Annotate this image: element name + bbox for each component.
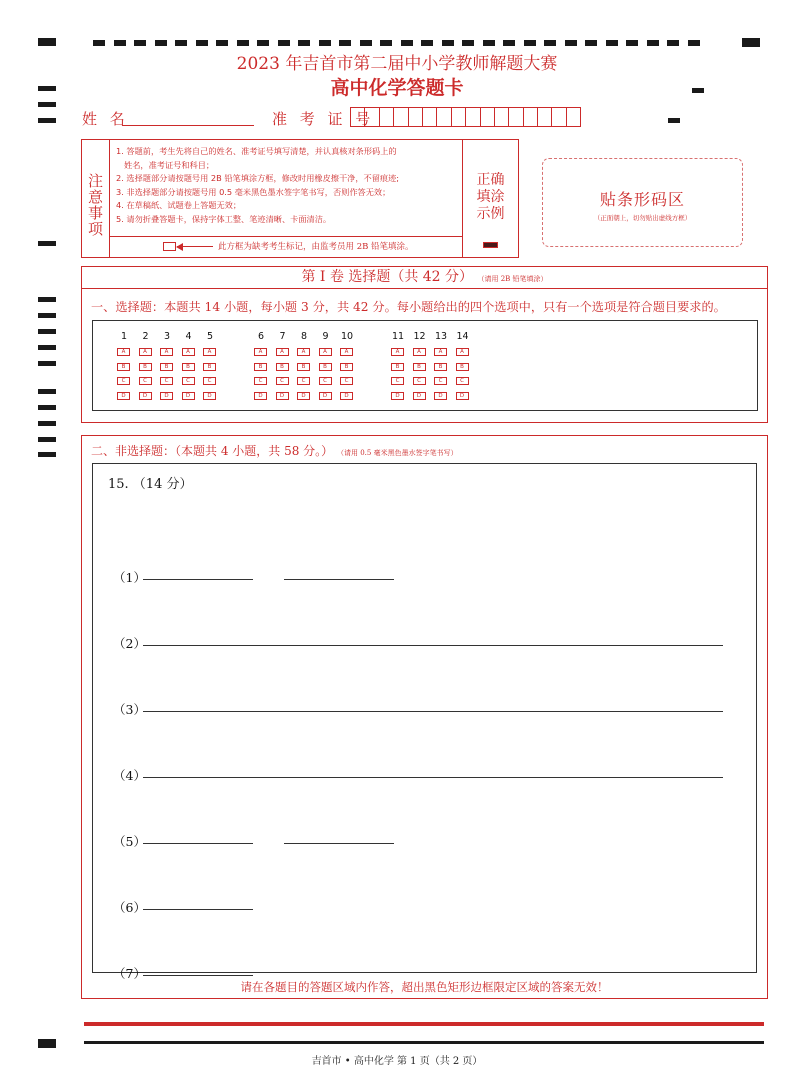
answer-area-warning: 请在各题目的答题区域内作答，超出黑色矩形边框限定区域的答案无效！: [240, 980, 609, 994]
timing-mark: [38, 297, 56, 302]
option-bubble-12-A[interactable]: A: [413, 348, 426, 356]
timing-mark: [38, 329, 56, 334]
timing-mark: [38, 437, 56, 442]
timing-dash: [155, 40, 167, 46]
option-bubble-4-D[interactable]: D: [182, 392, 195, 400]
timing-mark: [38, 345, 56, 350]
section-choice: [81, 266, 768, 423]
notice-box: [81, 139, 463, 258]
option-bubble-3-A[interactable]: A: [160, 348, 173, 356]
option-bubble-9-B[interactable]: B: [319, 363, 332, 371]
exam-id-digit-box[interactable]: [465, 107, 480, 127]
question-number: 9: [322, 331, 329, 342]
timing-dash: [216, 40, 228, 46]
question-15-label: 15. （14 分）: [108, 477, 193, 492]
question-number: 6: [257, 331, 265, 342]
answer-line[interactable]: [143, 711, 723, 712]
option-bubble-12-C[interactable]: C: [413, 377, 426, 385]
option-bubble-13-B[interactable]: B: [434, 363, 447, 371]
option-bubble-7-A[interactable]: A: [276, 348, 289, 356]
timing-mark: [38, 389, 56, 394]
timing-dash: [626, 40, 638, 46]
option-bubble-1-B[interactable]: B: [117, 363, 130, 371]
answer-line[interactable]: [143, 843, 253, 844]
timing-dash: [278, 40, 290, 46]
option-bubble-11-B[interactable]: B: [391, 363, 404, 371]
timing-dash: [237, 40, 249, 46]
timing-dash: [483, 40, 495, 46]
option-bubble-9-D[interactable]: D: [319, 392, 332, 400]
question-number: 11: [391, 331, 405, 342]
answer-line[interactable]: [143, 579, 253, 580]
exam-id-digit-box[interactable]: [451, 107, 466, 127]
option-bubble-5-A[interactable]: A: [203, 348, 216, 356]
question-number: 8: [300, 331, 308, 342]
option-bubble-6-D[interactable]: D: [254, 392, 267, 400]
sub-question-label: （5）: [113, 834, 146, 849]
option-bubble-4-A[interactable]: A: [182, 348, 195, 356]
option-bubble-3-C[interactable]: C: [160, 377, 173, 385]
option-bubble-14-B[interactable]: B: [456, 363, 469, 371]
option-bubble-6-C[interactable]: C: [254, 377, 267, 385]
option-bubble-13-A[interactable]: A: [434, 348, 447, 356]
option-bubble-5-C[interactable]: C: [203, 377, 216, 385]
option-bubble-1-C[interactable]: C: [117, 377, 130, 385]
timing-dash: [134, 40, 146, 46]
exam-id-label: 准 考 证 号: [272, 110, 375, 128]
notice-side-label: [82, 140, 110, 257]
timing-dash: [565, 40, 577, 46]
timing-dash: [175, 40, 187, 46]
answer-line[interactable]: [143, 975, 253, 976]
timing-mark: [38, 421, 56, 426]
question-number: 4: [185, 331, 192, 342]
timing-mark: [38, 361, 56, 366]
timing-dash: [524, 40, 536, 46]
timing-dash: [585, 40, 597, 46]
timing-dash: [298, 40, 310, 46]
option-bubble-3-B[interactable]: B: [160, 363, 173, 371]
name-label: 姓 名: [82, 110, 129, 128]
exam-id-digit-box[interactable]: [480, 107, 495, 127]
option-bubble-14-C[interactable]: C: [456, 377, 469, 385]
name-field[interactable]: [122, 125, 254, 126]
timing-dash: [503, 40, 515, 46]
option-bubble-9-A[interactable]: A: [319, 348, 332, 356]
option-bubble-5-B[interactable]: B: [203, 363, 216, 371]
option-bubble-13-C[interactable]: C: [434, 377, 447, 385]
question-number: 5: [206, 331, 214, 342]
barcode-area: [542, 158, 743, 247]
correct-example-label: [463, 172, 518, 223]
absent-checkbox[interactable]: [163, 242, 176, 251]
option-bubble-7-D[interactable]: D: [276, 392, 289, 400]
question-number: 14: [456, 331, 469, 342]
exam-id-digit-box[interactable]: [436, 107, 451, 127]
option-bubble-10-B[interactable]: B: [340, 363, 353, 371]
option-bubble-11-A[interactable]: A: [391, 348, 404, 356]
notice-side-char: 意: [87, 188, 103, 206]
question-number: 1: [120, 331, 128, 342]
timing-dash: [114, 40, 126, 46]
timing-dash: [667, 40, 679, 46]
sub-question-label: （6）: [113, 900, 146, 915]
section-choice-note: （请用 2B 铅笔填涂）: [477, 275, 548, 283]
question-number: 2: [142, 331, 149, 342]
option-bubble-13-D[interactable]: D: [434, 392, 447, 400]
question-number: 3: [163, 331, 171, 342]
exam-id-digit-box[interactable]: [408, 107, 423, 127]
timing-dash: [257, 40, 269, 46]
timing-mark: [38, 313, 56, 318]
section-choice-title: 第 I 卷 选择题（共 42 分）: [301, 269, 474, 285]
correct-example-line: 示例: [476, 206, 505, 222]
question-number: 10: [340, 331, 354, 342]
sub-question-label: （1）: [113, 570, 146, 585]
question-number: 7: [279, 331, 286, 342]
timing-mark: [38, 241, 56, 246]
timing-mark: [38, 405, 56, 410]
notice-item: 5. 请勿折叠答题卡，保持字体工整、笔迹清晰、卡面清洁。: [116, 213, 332, 224]
option-bubble-5-D[interactable]: D: [203, 392, 216, 400]
timing-dash: [93, 40, 105, 46]
timing-dash: [421, 40, 433, 46]
card-title: 高中化学答题卡: [330, 77, 464, 99]
option-bubble-6-A[interactable]: A: [254, 348, 267, 356]
option-bubble-6-B[interactable]: B: [254, 363, 267, 371]
option-bubble-1-A[interactable]: A: [117, 348, 130, 356]
option-bubble-2-A[interactable]: A: [139, 348, 152, 356]
footer-black-bar: [84, 1041, 764, 1044]
notice-side-char: 注: [87, 172, 103, 190]
barcode-subtitle: （正面朝上，切勿贴出虚线方框）: [593, 214, 692, 222]
question-number: 12: [413, 331, 426, 342]
option-bubble-8-D[interactable]: D: [297, 392, 310, 400]
timing-dash: [462, 40, 474, 46]
option-bubble-2-D[interactable]: D: [139, 392, 152, 400]
option-bubble-3-D[interactable]: D: [160, 392, 173, 400]
exam-id-digit-box[interactable]: [523, 107, 538, 127]
barcode-title: 贴条形码区: [599, 190, 685, 209]
option-bubble-10-C[interactable]: C: [340, 377, 353, 385]
timing-dash: [339, 40, 351, 46]
option-bubble-7-C[interactable]: C: [276, 377, 289, 385]
sub-question-label: （2）: [113, 636, 146, 651]
footer-red-bar: [84, 1022, 764, 1026]
notice-items: [116, 145, 399, 226]
option-bubble-12-B[interactable]: B: [413, 363, 426, 371]
option-bubble-10-A[interactable]: A: [340, 348, 353, 356]
exam-id-digit-box[interactable]: [422, 107, 437, 127]
absent-mark-text: 此方框为缺考考生标记，由监考员用 2B 铅笔填涂。: [218, 242, 414, 252]
timing-dash: [380, 40, 392, 46]
exam-id-digit-box[interactable]: [379, 107, 394, 127]
answer-line[interactable]: [284, 579, 394, 580]
option-bubble-10-D[interactable]: D: [340, 392, 353, 400]
option-bubble-11-D[interactable]: D: [391, 392, 404, 400]
sub-question-label: （7）: [113, 966, 146, 981]
notice-item: 1. 答题前，考生先将自己的姓名、准考证号填写清楚，并认真核对条形码上的: [116, 146, 397, 156]
sub-question-label: （4）: [113, 768, 146, 783]
correct-fill-example: [463, 139, 519, 258]
exam-id-digit-box[interactable]: [537, 107, 552, 127]
timing-mark: [38, 102, 56, 107]
page-footer: 吉首市 • 高中化学 第 1 页（共 2 页）: [311, 1056, 483, 1067]
timing-dash: [606, 40, 618, 46]
exam-id-digit-box[interactable]: [566, 107, 581, 127]
arrow-left-icon: [176, 243, 183, 251]
answer-line[interactable]: [143, 909, 253, 910]
section-open-header: [91, 442, 458, 459]
exam-id-digit-box[interactable]: [494, 107, 509, 127]
timing-mark: [742, 38, 760, 47]
notice-item: 姓名，准考证号和科目；: [124, 159, 215, 170]
option-bubble-8-B[interactable]: B: [297, 363, 310, 371]
filled-bubble-icon: [483, 242, 498, 248]
notice-side-char: 事: [87, 204, 103, 222]
notice-item: 4. 在草稿纸、试题卷上答题无效；: [116, 200, 242, 210]
answer-line[interactable]: [143, 777, 723, 778]
exam-id-digit-box[interactable]: [350, 107, 365, 127]
exam-id-digit-box[interactable]: [364, 107, 379, 127]
timing-mark: [38, 38, 56, 46]
exam-id-digit-box[interactable]: [508, 107, 523, 127]
section-choice-description: 一、选择题：本题共 14 小题，每小题 3 分，共 42 分。每小题给出的四个选项中，只有一个选项是符合题目要求的。: [91, 300, 726, 314]
option-bubble-14-A[interactable]: A: [456, 348, 469, 356]
option-bubble-14-D[interactable]: D: [456, 392, 469, 400]
option-bubble-7-B[interactable]: B: [276, 363, 289, 371]
option-bubble-2-B[interactable]: B: [139, 363, 152, 371]
timing-mark: [38, 118, 56, 123]
option-bubble-2-C[interactable]: C: [139, 377, 152, 385]
timing-dash: [544, 40, 556, 46]
option-bubble-8-A[interactable]: A: [297, 348, 310, 356]
notice-item: 2. 选择题部分请按题号用 2B 铅笔填涂方框，修改时用橡皮擦干净，不留痕迹;: [116, 173, 400, 183]
section-choice-header: [82, 267, 767, 289]
choice-answer-grid: [92, 320, 758, 411]
timing-dash: [647, 40, 659, 46]
timing-dash: [319, 40, 331, 46]
section-open: [81, 435, 768, 999]
correct-example-line: 正确: [476, 172, 505, 188]
notice-side-char: 项: [87, 220, 103, 238]
section-open-title: 二、非选择题：（本题共 4 小题，共 58 分。）: [91, 444, 334, 458]
answer-line[interactable]: [143, 645, 723, 646]
timing-dash: [442, 40, 454, 46]
option-bubble-9-C[interactable]: C: [319, 377, 332, 385]
exam-id-boxes[interactable]: [351, 107, 581, 127]
question-number: 13: [434, 331, 448, 342]
option-bubble-8-C[interactable]: C: [297, 377, 310, 385]
option-bubble-4-B[interactable]: B: [182, 363, 195, 371]
correct-example-line: 填涂: [476, 189, 505, 205]
exam-id-digit-box[interactable]: [393, 107, 408, 127]
answer-line[interactable]: [284, 843, 394, 844]
notice-item: 3. 非选择题部分请按题号用 0.5 毫米黑色墨水签字笔书写，否则作答无效；: [116, 186, 391, 197]
arrow-line: [177, 246, 213, 247]
section-open-note: （请用 0.5 毫米黑色墨水签字笔书写）: [337, 449, 458, 457]
timing-dash: [688, 40, 700, 46]
timing-dash: [401, 40, 413, 46]
sub-question-label: （3）: [113, 702, 146, 717]
timing-dash: [360, 40, 372, 46]
option-bubble-12-D[interactable]: D: [413, 392, 426, 400]
timing-mark: [668, 118, 680, 123]
answer-area: [92, 463, 757, 981]
option-bubble-4-C[interactable]: C: [182, 377, 195, 385]
option-bubble-1-D[interactable]: D: [117, 392, 130, 400]
timing-dash: [196, 40, 208, 46]
timing-mark: [38, 452, 56, 457]
timing-mark: [38, 1039, 56, 1048]
absent-mark-row: [110, 236, 462, 257]
exam-title: 2023 年吉首市第二届中小学教师解题大赛: [236, 54, 558, 74]
option-bubble-11-C[interactable]: C: [391, 377, 404, 385]
exam-id-digit-box[interactable]: [551, 107, 566, 127]
